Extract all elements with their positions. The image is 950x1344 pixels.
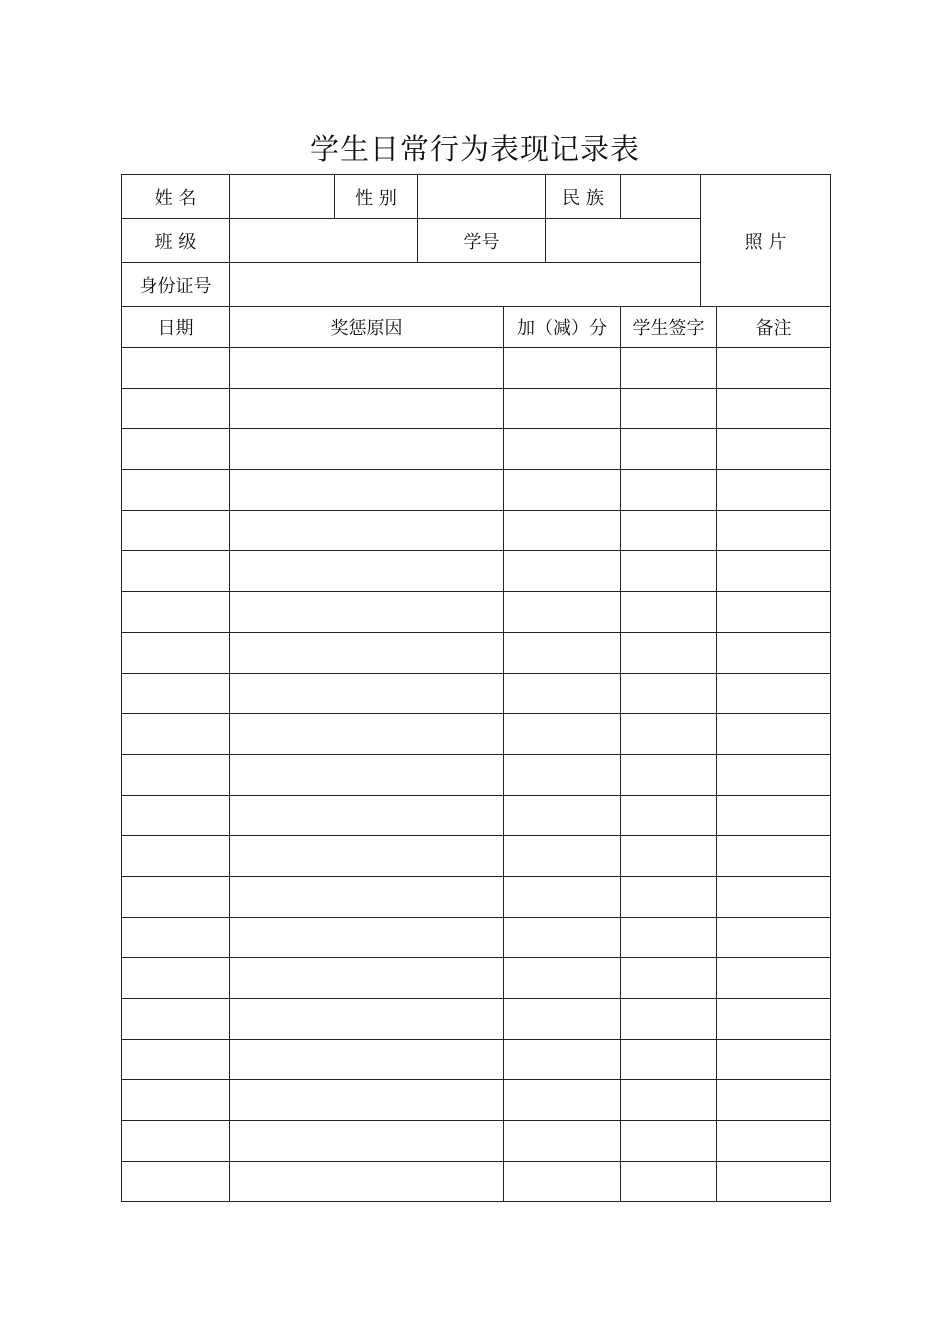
gender-field[interactable] <box>418 175 546 219</box>
remarks-cell[interactable] <box>717 795 831 836</box>
signature-cell[interactable] <box>621 795 717 836</box>
points-cell[interactable] <box>504 876 621 917</box>
signature-cell[interactable] <box>621 876 717 917</box>
signature-cell[interactable] <box>621 917 717 958</box>
remarks-cell[interactable] <box>717 917 831 958</box>
date-cell[interactable] <box>122 348 230 389</box>
date-cell[interactable] <box>122 836 230 877</box>
remarks-cell[interactable] <box>717 592 831 633</box>
log-row <box>122 876 831 917</box>
date-cell[interactable] <box>122 714 230 755</box>
reason-cell[interactable] <box>230 1039 504 1080</box>
log-row <box>122 510 831 551</box>
reason-cell[interactable] <box>230 795 504 836</box>
signature-cell[interactable] <box>621 551 717 592</box>
header-remarks: 备注 <box>717 307 831 348</box>
date-cell[interactable] <box>122 1121 230 1162</box>
signature-cell[interactable] <box>621 429 717 470</box>
student-no-label: 学号 <box>418 219 546 263</box>
header-reason: 奖惩原因 <box>230 307 504 348</box>
points-cell[interactable] <box>504 917 621 958</box>
log-row <box>122 958 831 999</box>
date-cell[interactable] <box>122 1080 230 1121</box>
reason-cell[interactable] <box>230 836 504 877</box>
log-header-row <box>122 307 831 348</box>
log-row <box>122 1080 831 1121</box>
log-row <box>122 388 831 429</box>
signature-cell[interactable] <box>621 754 717 795</box>
date-cell[interactable] <box>122 958 230 999</box>
remarks-cell[interactable] <box>717 470 831 511</box>
id-field[interactable] <box>230 263 701 307</box>
remarks-cell[interactable] <box>717 1039 831 1080</box>
signature-cell[interactable] <box>621 714 717 755</box>
date-cell[interactable] <box>122 592 230 633</box>
log-row <box>122 714 831 755</box>
date-cell[interactable] <box>122 429 230 470</box>
points-cell[interactable] <box>504 958 621 999</box>
reason-cell[interactable] <box>230 510 504 551</box>
reason-cell[interactable] <box>230 1161 504 1202</box>
log-row <box>122 1121 831 1162</box>
remarks-cell[interactable] <box>717 551 831 592</box>
name-field[interactable] <box>230 175 335 219</box>
date-cell[interactable] <box>122 876 230 917</box>
log-row <box>122 632 831 673</box>
remarks-cell[interactable] <box>717 836 831 877</box>
points-cell[interactable] <box>504 1039 621 1080</box>
log-row <box>122 754 831 795</box>
points-cell[interactable] <box>504 510 621 551</box>
record-form <box>121 174 830 1202</box>
log-row <box>122 1161 831 1202</box>
signature-cell[interactable] <box>621 836 717 877</box>
points-cell[interactable] <box>504 388 621 429</box>
points-cell[interactable] <box>504 673 621 714</box>
log-row <box>122 1039 831 1080</box>
log-row <box>122 917 831 958</box>
log-row <box>122 348 831 389</box>
points-cell[interactable] <box>504 754 621 795</box>
remarks-cell[interactable] <box>717 1161 831 1202</box>
header-signature: 学生签字 <box>621 307 717 348</box>
log-row <box>122 551 831 592</box>
reason-cell[interactable] <box>230 917 504 958</box>
header-date: 日期 <box>122 307 230 348</box>
remarks-cell[interactable] <box>717 388 831 429</box>
date-cell[interactable] <box>122 551 230 592</box>
reason-cell[interactable] <box>230 632 504 673</box>
remarks-cell[interactable] <box>717 429 831 470</box>
signature-cell[interactable] <box>621 388 717 429</box>
reason-cell[interactable] <box>230 714 504 755</box>
signature-cell[interactable] <box>621 999 717 1040</box>
class-field[interactable] <box>230 219 418 263</box>
reason-cell[interactable] <box>230 388 504 429</box>
remarks-cell[interactable] <box>717 510 831 551</box>
reason-cell[interactable] <box>230 876 504 917</box>
date-cell[interactable] <box>122 1039 230 1080</box>
reason-cell[interactable] <box>230 1080 504 1121</box>
points-cell[interactable] <box>504 795 621 836</box>
reason-cell[interactable] <box>230 592 504 633</box>
log-row <box>122 673 831 714</box>
reason-cell[interactable] <box>230 999 504 1040</box>
behavior-log-table <box>121 306 831 1202</box>
log-row <box>122 999 831 1040</box>
student-info-table <box>121 174 831 307</box>
reason-cell[interactable] <box>230 754 504 795</box>
remarks-cell[interactable] <box>717 673 831 714</box>
remarks-cell[interactable] <box>717 958 831 999</box>
date-cell[interactable] <box>122 388 230 429</box>
reason-cell[interactable] <box>230 551 504 592</box>
points-cell[interactable] <box>504 551 621 592</box>
remarks-cell[interactable] <box>717 348 831 389</box>
date-cell[interactable] <box>122 510 230 551</box>
date-cell[interactable] <box>122 917 230 958</box>
points-cell[interactable] <box>504 836 621 877</box>
remarks-cell[interactable] <box>717 999 831 1040</box>
signature-cell[interactable] <box>621 958 717 999</box>
remarks-cell[interactable] <box>717 632 831 673</box>
signature-cell[interactable] <box>621 673 717 714</box>
student-no-field[interactable] <box>546 219 701 263</box>
log-row <box>122 592 831 633</box>
points-cell[interactable] <box>504 429 621 470</box>
log-row <box>122 429 831 470</box>
ethnicity-field[interactable] <box>621 175 701 219</box>
log-row <box>122 836 831 877</box>
remarks-cell[interactable] <box>717 1080 831 1121</box>
points-cell[interactable] <box>504 999 621 1040</box>
points-cell[interactable] <box>504 1161 621 1202</box>
reason-cell[interactable] <box>230 470 504 511</box>
name-label: 姓 名 <box>122 175 230 219</box>
points-cell[interactable] <box>504 632 621 673</box>
signature-cell[interactable] <box>621 470 717 511</box>
reason-cell[interactable] <box>230 958 504 999</box>
header-points: 加（减）分 <box>504 307 621 348</box>
class-label: 班 级 <box>122 219 230 263</box>
date-cell[interactable] <box>122 632 230 673</box>
remarks-cell[interactable] <box>717 1121 831 1162</box>
signature-cell[interactable] <box>621 348 717 389</box>
points-cell[interactable] <box>504 714 621 755</box>
log-row <box>122 470 831 511</box>
signature-cell[interactable] <box>621 1121 717 1162</box>
date-cell[interactable] <box>122 470 230 511</box>
log-row <box>122 795 831 836</box>
signature-cell[interactable] <box>621 1161 717 1202</box>
points-cell[interactable] <box>504 470 621 511</box>
date-cell[interactable] <box>122 999 230 1040</box>
points-cell[interactable] <box>504 348 621 389</box>
remarks-cell[interactable] <box>717 714 831 755</box>
id-label: 身份证号 <box>122 263 230 307</box>
reason-cell[interactable] <box>230 673 504 714</box>
reason-cell[interactable] <box>230 1121 504 1162</box>
signature-cell[interactable] <box>621 1039 717 1080</box>
signature-cell[interactable] <box>621 592 717 633</box>
signature-cell[interactable] <box>621 510 717 551</box>
remarks-cell[interactable] <box>717 754 831 795</box>
gender-label: 性 别 <box>335 175 418 219</box>
reason-cell[interactable] <box>230 348 504 389</box>
signature-cell[interactable] <box>621 1080 717 1121</box>
remarks-cell[interactable] <box>717 876 831 917</box>
date-cell[interactable] <box>122 673 230 714</box>
photo-box: 照 片 <box>701 175 831 307</box>
points-cell[interactable] <box>504 1080 621 1121</box>
date-cell[interactable] <box>122 754 230 795</box>
date-cell[interactable] <box>122 795 230 836</box>
ethnicity-label: 民 族 <box>546 175 621 219</box>
page-title: 学生日常行为表现记录表 <box>309 132 640 166</box>
signature-cell[interactable] <box>621 632 717 673</box>
points-cell[interactable] <box>504 592 621 633</box>
date-cell[interactable] <box>122 1161 230 1202</box>
points-cell[interactable] <box>504 1121 621 1162</box>
reason-cell[interactable] <box>230 429 504 470</box>
